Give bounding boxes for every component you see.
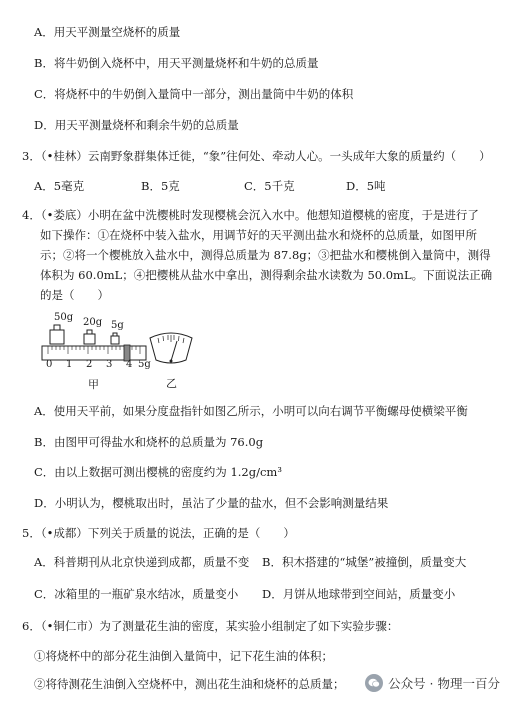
q2-option-d: D．用天平测量烧杯和剩余牛奶的总质量 bbox=[34, 118, 239, 132]
q4-option-c: C．由以上数据可测出樱桃的密度约为 1.2g/cm³ bbox=[34, 465, 282, 479]
q5-option-c: C．冰箱里的一瓶矿泉水结冰，质量变小 bbox=[34, 587, 239, 601]
q3-option-b: B．5克 bbox=[141, 179, 180, 193]
watermark bbox=[365, 672, 500, 694]
q5-options-row-1 bbox=[0, 554, 514, 570]
q3-stem: 3．（•桂林）云南野象群集体迁徙，“象”往何处、牵动人心。一头成年大象的质量约（ ） bbox=[22, 149, 491, 163]
weight-label-5g: 5g bbox=[111, 320, 124, 331]
q4-figure-yi bbox=[146, 330, 196, 390]
q5-options-row-2 bbox=[0, 586, 514, 602]
q4-stem-line-3: 示；②将一个樱桃放入盐水中，测得总质量为 87.8g；③把盐水和樱桃倒入量筒中，测得 bbox=[40, 248, 491, 262]
q4-option-d: D．小明认为，樱桃取出时，虽沾了少量的盐水，但不会影响测量结果 bbox=[34, 496, 389, 510]
q4-figure-jia bbox=[40, 312, 150, 390]
watermark-text: 公众号 · 物理一百分 bbox=[388, 676, 500, 691]
q4-stem-line-2: 如下操作：①在烧杯中装入盐水，用调节好的天平测出盐水和烧杯的总质量，如图甲所 bbox=[40, 228, 477, 242]
q5-stem: 5．（•成都）下列关于质量的说法，正确的是（ ） bbox=[22, 526, 295, 540]
weight-label-50g: 50g bbox=[54, 312, 74, 323]
scale-tick-3: 3 bbox=[106, 359, 113, 370]
scale-tick-1: 1 bbox=[66, 359, 73, 370]
q3-option-d: D．5吨 bbox=[346, 179, 386, 193]
q4-stem-line-1: 4．（•娄底）小明在盆中洗樱桃时发现樱桃会沉入水中。他想知道樱桃的密度，于是进行了 bbox=[22, 208, 479, 222]
scale-tick-0: 0 bbox=[46, 359, 53, 370]
q5-option-b: B．积木搭建的“城堡”被撞倒，质量变大 bbox=[262, 555, 467, 569]
q4-option-b: B．由图甲可得盐水和烧杯的总质量为 76.0g bbox=[34, 435, 264, 449]
q3-option-c: C．5千克 bbox=[244, 179, 295, 193]
scale-tick-2: 2 bbox=[86, 359, 93, 370]
figure-label-jia: 甲 bbox=[88, 378, 99, 391]
dial-pointer-icon bbox=[146, 330, 196, 370]
weight-label-20g: 20g bbox=[83, 317, 103, 328]
q6-step-1: ①将烧杯中的部分花生油倒入量筒中，记下花生油的体积； bbox=[34, 649, 333, 663]
q3-options-row bbox=[0, 178, 514, 194]
q5-option-a: A．科普期刊从北京快递到成都，质量不变 bbox=[34, 555, 250, 569]
q2-option-c: C．将烧杯中的牛奶倒入量筒中一部分，测出量筒中牛奶的体积 bbox=[34, 87, 354, 101]
figure-label-yi: 乙 bbox=[166, 377, 177, 390]
q6-step-2: ②将待测花生油倒入空烧杯中，测出花生油和烧杯的总质量； bbox=[34, 677, 345, 691]
q3-option-a: A．5毫克 bbox=[34, 179, 85, 193]
q4-stem-line-4: 体积为 60.0mL；④把樱桃从盐水中拿出，测得剩余盐水读数为 50.0mL。下面说法正确 bbox=[40, 268, 493, 282]
q5-option-d: D．月饼从地球带到空间站，质量变小 bbox=[262, 587, 456, 601]
q2-option-b: B．将牛奶倒入烧杯中，用天平测量烧杯和牛奶的总质量 bbox=[34, 56, 319, 70]
q4-option-a: A．使用天平前，如果分度盘指针如图乙所示，小明可以向右调节平衡螺母使横梁平衡 bbox=[34, 404, 468, 418]
q4-stem-line-5: 的是（ ） bbox=[40, 288, 109, 302]
wechat-icon bbox=[365, 674, 383, 692]
q2-option-a: A．用天平测量空烧杯的质量 bbox=[34, 25, 181, 39]
q6-stem: 6．（•铜仁市）为了测量花生油的密度，某实验小组制定了如下实验步骤： bbox=[22, 619, 399, 633]
scale-tick-5g: 5g bbox=[138, 359, 151, 370]
scale-tick-4: 4 bbox=[126, 359, 133, 370]
